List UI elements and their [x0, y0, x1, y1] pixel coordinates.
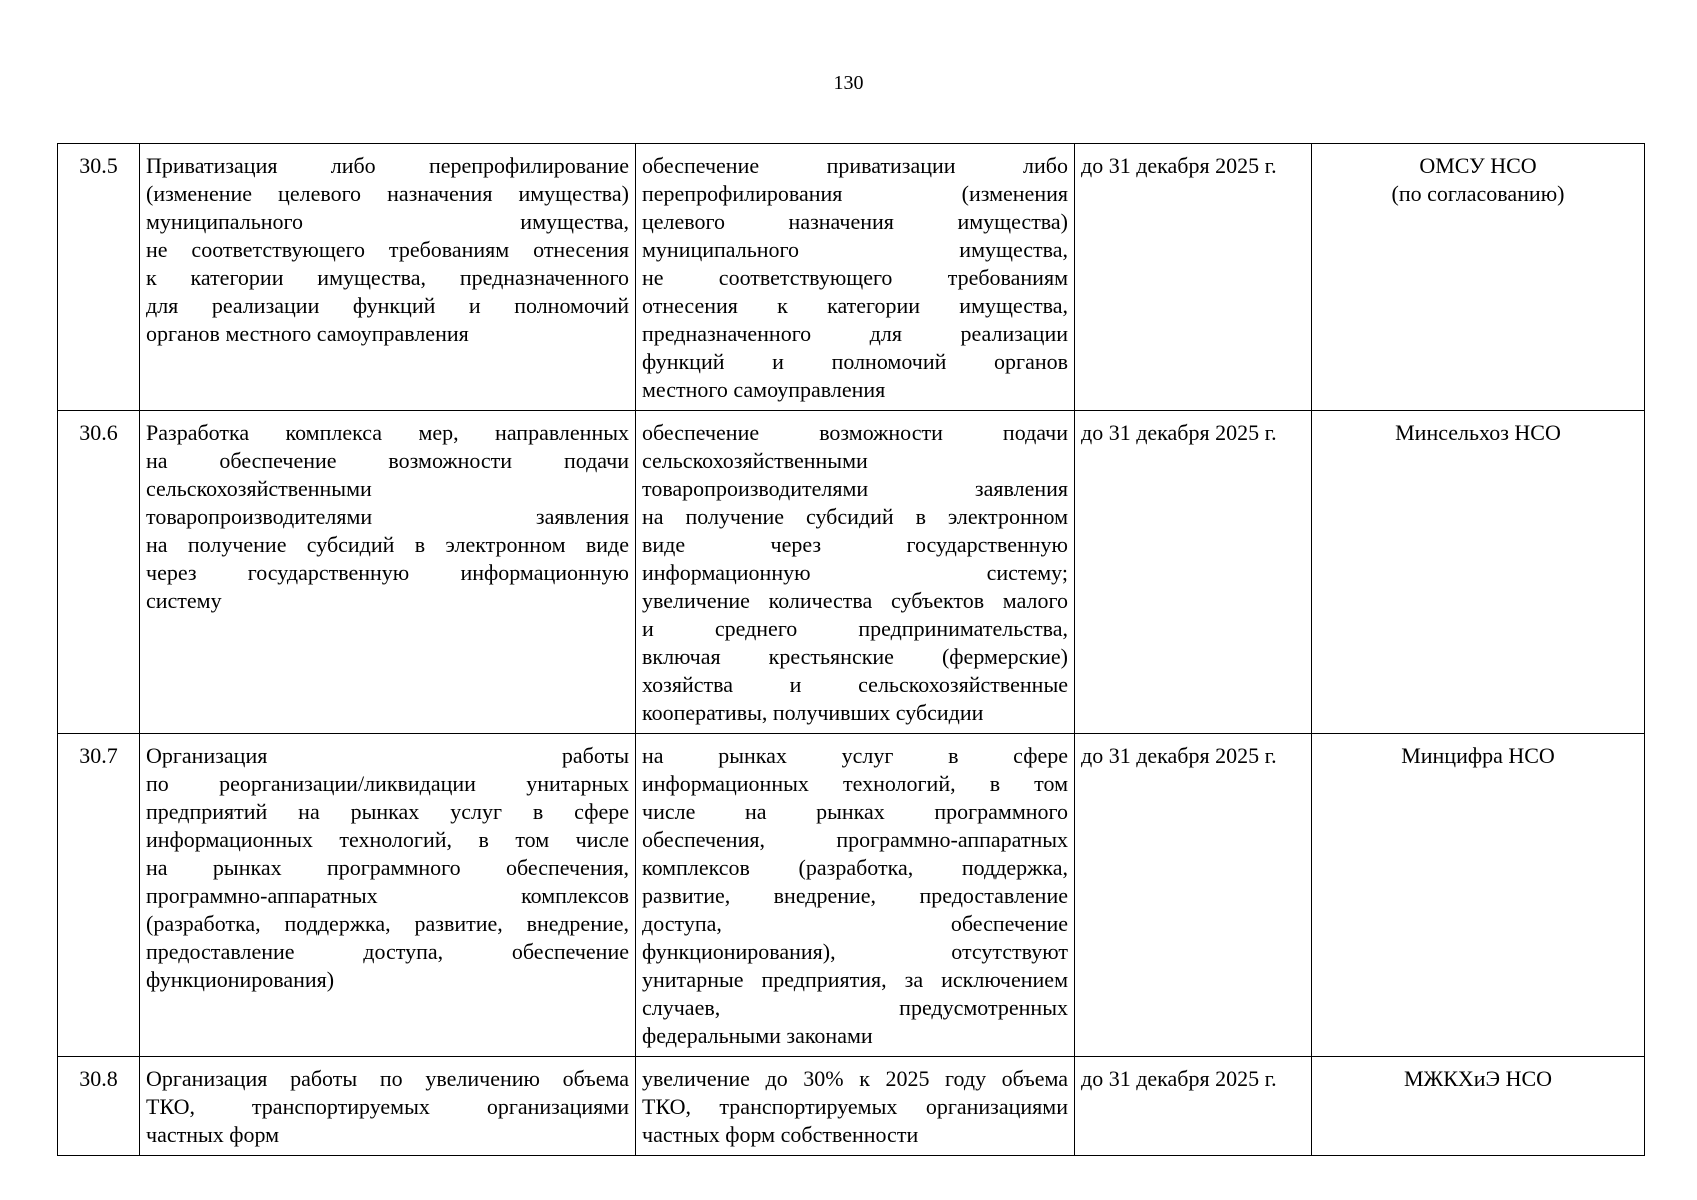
action-text-line: функционирования) — [146, 967, 335, 992]
result-text-line: кооперативы, получивших субсидии — [642, 700, 984, 725]
result-cell — [636, 144, 1075, 411]
result-text-line: местного самоуправления — [642, 377, 886, 402]
result-text-line: предназначенного для реализации — [642, 321, 1068, 346]
action-text-line: органов местного самоуправления — [146, 321, 469, 346]
table-row — [58, 734, 1645, 1057]
action-text-line: предоставление доступа, обеспечение — [146, 939, 629, 964]
action-text-line: для реализации функций и полномочий — [146, 293, 629, 318]
result-text-line: сельскохозяйственными — [642, 448, 868, 473]
result-text-line: информационных технологий, в том — [642, 771, 1068, 796]
action-text-line: сельскохозяйственными — [146, 476, 372, 501]
responsible-text-line: Минсельхоз НСО — [1395, 420, 1561, 445]
result-text-line: на рынках услуг в сфере — [642, 743, 1068, 768]
result-text-line: увеличение количества субъектов малого — [642, 588, 1068, 613]
result-cell — [636, 1057, 1075, 1156]
action-text-line: не соответствующего требованиям отнесения — [146, 237, 629, 262]
result-text-line: перепрофилирования (изменения — [642, 181, 1068, 206]
result-text-line: целевого назначения имущества) — [642, 209, 1068, 234]
action-text-line: на получение субсидий в электронном виде — [146, 532, 629, 557]
action-text-line: через государственную информационную — [146, 560, 629, 585]
responsible-text-line: Минцифра НСО — [1401, 743, 1555, 768]
item-number: 30.5 — [58, 144, 140, 411]
result-text-line: информационную систему; — [642, 560, 1068, 585]
table-row — [58, 411, 1645, 734]
responsible-cell — [1312, 1057, 1645, 1156]
action-text-line: Разработка комплекса мер, направленных — [146, 420, 629, 445]
action-text-line: ТКО, транспортируемых организациями — [146, 1094, 629, 1119]
result-cell — [636, 411, 1075, 734]
result-text-line: числе на рынках программного — [642, 799, 1068, 824]
result-text-line: случаев, предусмотренных — [642, 995, 1068, 1020]
action-text-line: муниципального имущества, — [146, 209, 629, 234]
action-cell — [140, 734, 636, 1057]
result-text-line: обеспечение возможности подачи — [642, 420, 1068, 445]
action-cell — [140, 1057, 636, 1156]
result-text-line: обеспечения, программно-аппаратных — [642, 827, 1068, 852]
action-text-line: на рынках программного обеспечения, — [146, 855, 629, 880]
action-text-line: Организация работы — [146, 743, 629, 768]
result-text-line: муниципального имущества, — [642, 237, 1068, 262]
measures-table-body — [58, 144, 1645, 1156]
result-text-line: ТКО, транспортируемых организациями — [642, 1094, 1068, 1119]
result-text-line: обеспечение приватизации либо — [642, 153, 1068, 178]
action-text-line: на обеспечение возможности подачи — [146, 448, 629, 473]
result-text-line: увеличение до 30% к 2025 году объема — [642, 1066, 1068, 1091]
item-number: 30.7 — [58, 734, 140, 1057]
page-number: 130 — [833, 72, 864, 94]
deadline-cell: до 31 декабря 2025 г. — [1075, 734, 1312, 1057]
responsible-cell — [1312, 734, 1645, 1057]
responsible-text-line: (по согласованию) — [1391, 181, 1565, 206]
result-text-line: функций и полномочий органов — [642, 349, 1068, 374]
action-text-line: товаропроизводителями заявления — [146, 504, 629, 529]
result-text-line: товаропроизводителями заявления — [642, 476, 1068, 501]
action-text-line: информационных технологий, в том числе — [146, 827, 629, 852]
action-text-line: частных форм — [146, 1122, 280, 1147]
result-text-line: функционирования), отсутствуют — [642, 939, 1068, 964]
item-number: 30.8 — [58, 1057, 140, 1156]
action-text-line: систему — [146, 588, 222, 613]
table-row — [58, 1057, 1645, 1156]
action-cell — [140, 144, 636, 411]
deadline-cell: до 31 декабря 2025 г. — [1075, 411, 1312, 734]
responsible-text-line: ОМСУ НСО — [1419, 153, 1537, 178]
result-text-line: унитарные предприятия, за исключением — [642, 967, 1068, 992]
result-text-line: комплексов (разработка, поддержка, — [642, 855, 1068, 880]
result-text-line: на получение субсидий в электронном — [642, 504, 1068, 529]
result-text-line: федеральными законами — [642, 1023, 873, 1048]
result-text-line: включая крестьянские (фермерские) — [642, 644, 1068, 669]
action-text-line: по реорганизации/ликвидации унитарных — [146, 771, 629, 796]
result-text-line: виде через государственную — [642, 532, 1068, 557]
result-text-line: развитие, внедрение, предоставление — [642, 883, 1068, 908]
action-text-line: Приватизация либо перепрофилирование — [146, 153, 629, 178]
action-text-line: программно-аппаратных комплексов — [146, 883, 629, 908]
action-text-line: к категории имущества, предназначенного — [146, 265, 629, 290]
result-text-line: отнесения к категории имущества, — [642, 293, 1068, 318]
responsible-cell — [1312, 411, 1645, 734]
result-text-line: доступа, обеспечение — [642, 911, 1068, 936]
item-number: 30.6 — [58, 411, 140, 734]
result-text-line: хозяйства и сельскохозяйственные — [642, 672, 1068, 697]
action-text-line: Организация работы по увеличению объема — [146, 1066, 629, 1091]
action-text-line: (изменение целевого назначения имущества) — [146, 181, 629, 206]
action-text-line: предприятий на рынках услуг в сфере — [146, 799, 629, 824]
result-text-line: частных форм собственности — [642, 1122, 919, 1147]
responsible-cell — [1312, 144, 1645, 411]
result-cell — [636, 734, 1075, 1057]
deadline-cell: до 31 декабря 2025 г. — [1075, 144, 1312, 411]
result-text-line: не соответствующего требованиям — [642, 265, 1068, 290]
result-text-line: и среднего предпринимательства, — [642, 616, 1068, 641]
action-text-line: (разработка, поддержка, развитие, внедрение, — [146, 911, 629, 936]
table-row — [58, 144, 1645, 411]
measures-table — [57, 143, 1645, 1156]
deadline-cell: до 31 декабря 2025 г. — [1075, 1057, 1312, 1156]
responsible-text-line: МЖКХиЭ НСО — [1403, 1066, 1553, 1091]
action-cell — [140, 411, 636, 734]
